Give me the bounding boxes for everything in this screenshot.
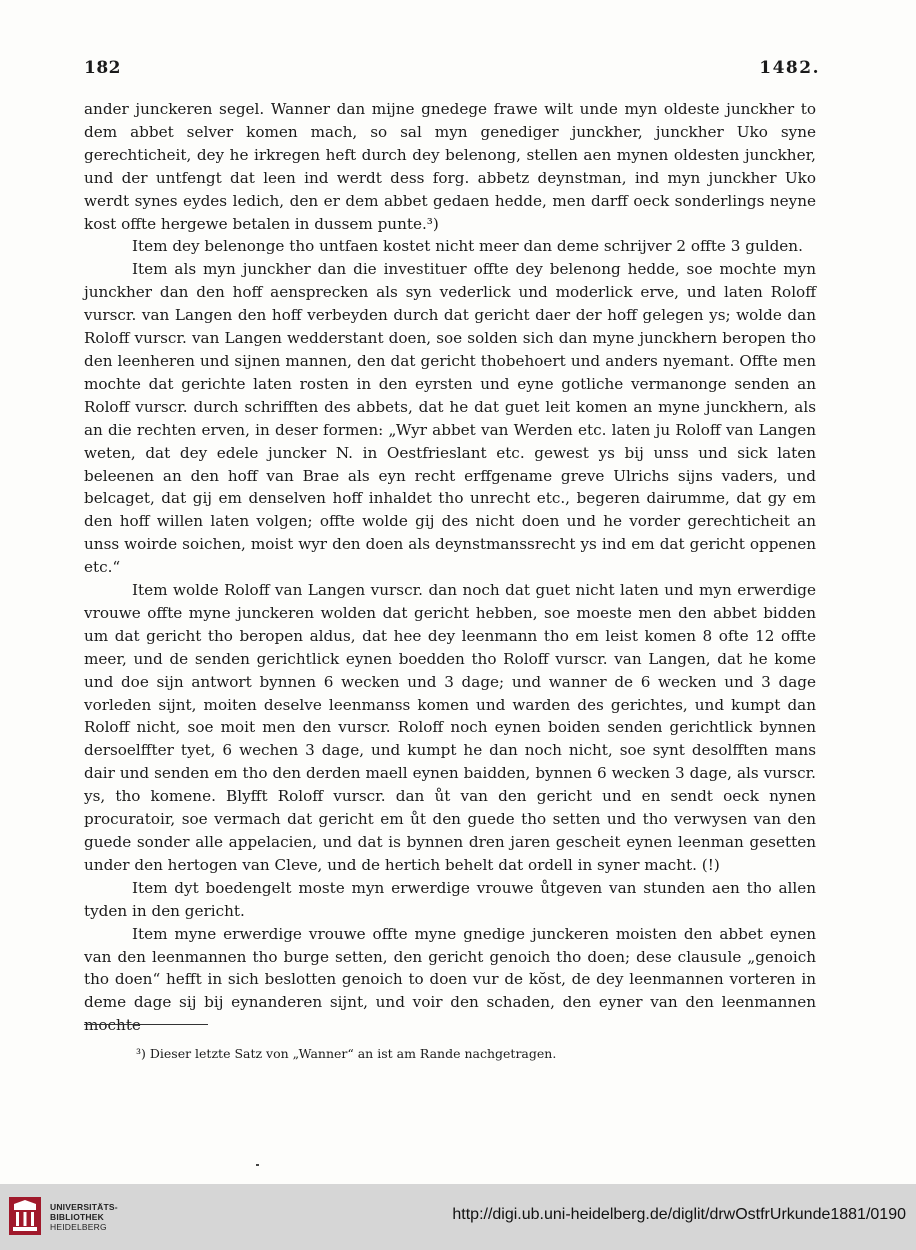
- viewer-footer: [0, 1184, 916, 1250]
- library-name: [50, 1202, 118, 1232]
- paragraph-6: Item myne erwerdige vrouwe offte myne gnedige junckeren moisten den abbet eynen van den leenmannen tho burge setten, den gericht genoich tho doen; dese clausule „genoich tho doen“ hefft in sich beslotten genoich to doen vur de kŏst, de dey leenmannen vorteren in deme dage sij bij eynanderen sijnt, und voir den schaden, den eyner van den leenmannen mochte: [84, 924, 816, 1035]
- body-text: [84, 98, 816, 1037]
- scan-speck: [256, 1164, 259, 1166]
- library-name-line-2: BIBLIOTHEK: [50, 1212, 104, 1222]
- paragraph-4: Item wolde Roloff van Langen vurscr. dan noch dat guet nicht laten und myn erwerdige vrouwe offte myne junckeren wolden dat gericht hebben, soe moeste men den abbet bidden um dat gericht tho beropen aldus, dat hee dey leenmann tho em leist komen 8 ofte 12 offte meer, und de senden gerichtlick eynen boedden tho Roloff vurscr. van Langen, dat he kome und doe sijn antwort bynnen 6 wecken und 3 dage; und wanner de 6 wecken und 3 dage vorleden sijnt, moiten deselve leenmanss komen und warden des gerichtes, und kumpt dan Roloff nicht, soe moit men den vurscr. Roloff noch eynen boiden senden gerichtlick bynnen dersoelffter tyet, 6 wechen 3 dage, und kumpt he dan noch nicht, soe synt desolfften mans dair und senden em tho den derden maell eynen baidden, bynnen 6 wecken 3 dage, als vurscr. ys, tho komene. Blyfft Roloff vurscr. dan ůt van den gericht und en sendt oeck nynen procuratoir, soe vermach dat gericht em ůt den guede tho setten und tho verwysen van den guede sonder alle appelacien, und dat is bynnen dren jaren gescheit eynen leenman gesetten under den hertogen van Cleve, und de hertich behelt dat ordell in syner macht. (!): [84, 581, 816, 874]
- library-seal-icon: [8, 1196, 42, 1236]
- permalink-url[interactable]: http://digi.ub.uni-heidelberg.de/diglit/drwOstfrUrkunde1881/0190: [452, 1206, 906, 1223]
- paragraph-1: ander junckeren segel. Wanner dan mijne gnedege frawe wilt unde myn oldeste junckher to dem abbet selver komen mach, so sal myn genediger junckher, junckher Uko syne gerechticheit, dey he irkregen heft durch dey belenong, stellen aen mynen oldesten junckher, und der untfengt dat leen ind werdt dess forg. abbetz deynstman, ind myn junckher Uko werdt synes eydes ledich, den er dem abbet gedaen hedde, men darff oeck sonderlings neyne kost offte hergewe betalen in dussem punte.³): [84, 100, 816, 233]
- library-name-line-3: HEIDELBERG: [50, 1222, 107, 1232]
- footnote: ³) Dieser letzte Satz von „Wanner“ an ist am Rande nachgetragen.: [136, 1046, 557, 1061]
- page-header-year: 1482.: [759, 58, 820, 78]
- library-logo[interactable]: [8, 1194, 118, 1240]
- paragraph-3: Item als myn junckher dan die investituer offte dey belenong hedde, soe mochte myn junckher dan den hoff aensprecken als syn vederlick und moderlick erve, und laten Roloff vurscr. van Langen den hoff verbeyden durch dat gericht daer der hoff gelegen ys; wolde dan Roloff vurscr. van Langen wedderstant doen, soe solden sich dan myne junckhern beropen tho den leenheren und sijnen mannen, den dat gericht thobehoert und anders nyemant. Offte men mochte dat gerichte laten rosten in den eyrsten und eyne gotliche vermanonge senden an Roloff vurscr. durch schrifften des abbets, dat he dat guet leit komen an myne junckhern, als an die rechten erven, in deser formen: „Wyr abbet van Werden etc. laten ju Roloff van Langen weten, dat dey edele juncker N. in Oestfrieslant etc. gewest ys bij unss und sick laten beleenen an den hoff van Brae als eyn recht erffgename greve Ulrichs sijns vaders, und belcaget, dat gij em denselven hoff inhaldet tho unrecht etc., begeren dairumme, dat gy em den hoff willen laten volgen; offte wolde gij des nicht doen und he vorder gerechticheit an unss woirde soichen, moist wyr den doen als deynstmanssrecht ys ind em dat gericht oppenen etc.“: [84, 260, 816, 577]
- paragraph-2: Item dey belenonge tho untfaen kostet nicht meer dan deme schrijver 2 offte 3 gulden.: [132, 237, 803, 256]
- paragraph-5: Item dyt boedengelt moste myn erwerdige vrouwe ůtgeven van stunden aen tho allen tyden in den gericht.: [84, 878, 816, 920]
- page-number: 182: [84, 58, 121, 78]
- footnote-divider: [84, 1024, 208, 1025]
- library-name-line-1: UNIVERSITÄTS-: [50, 1202, 118, 1212]
